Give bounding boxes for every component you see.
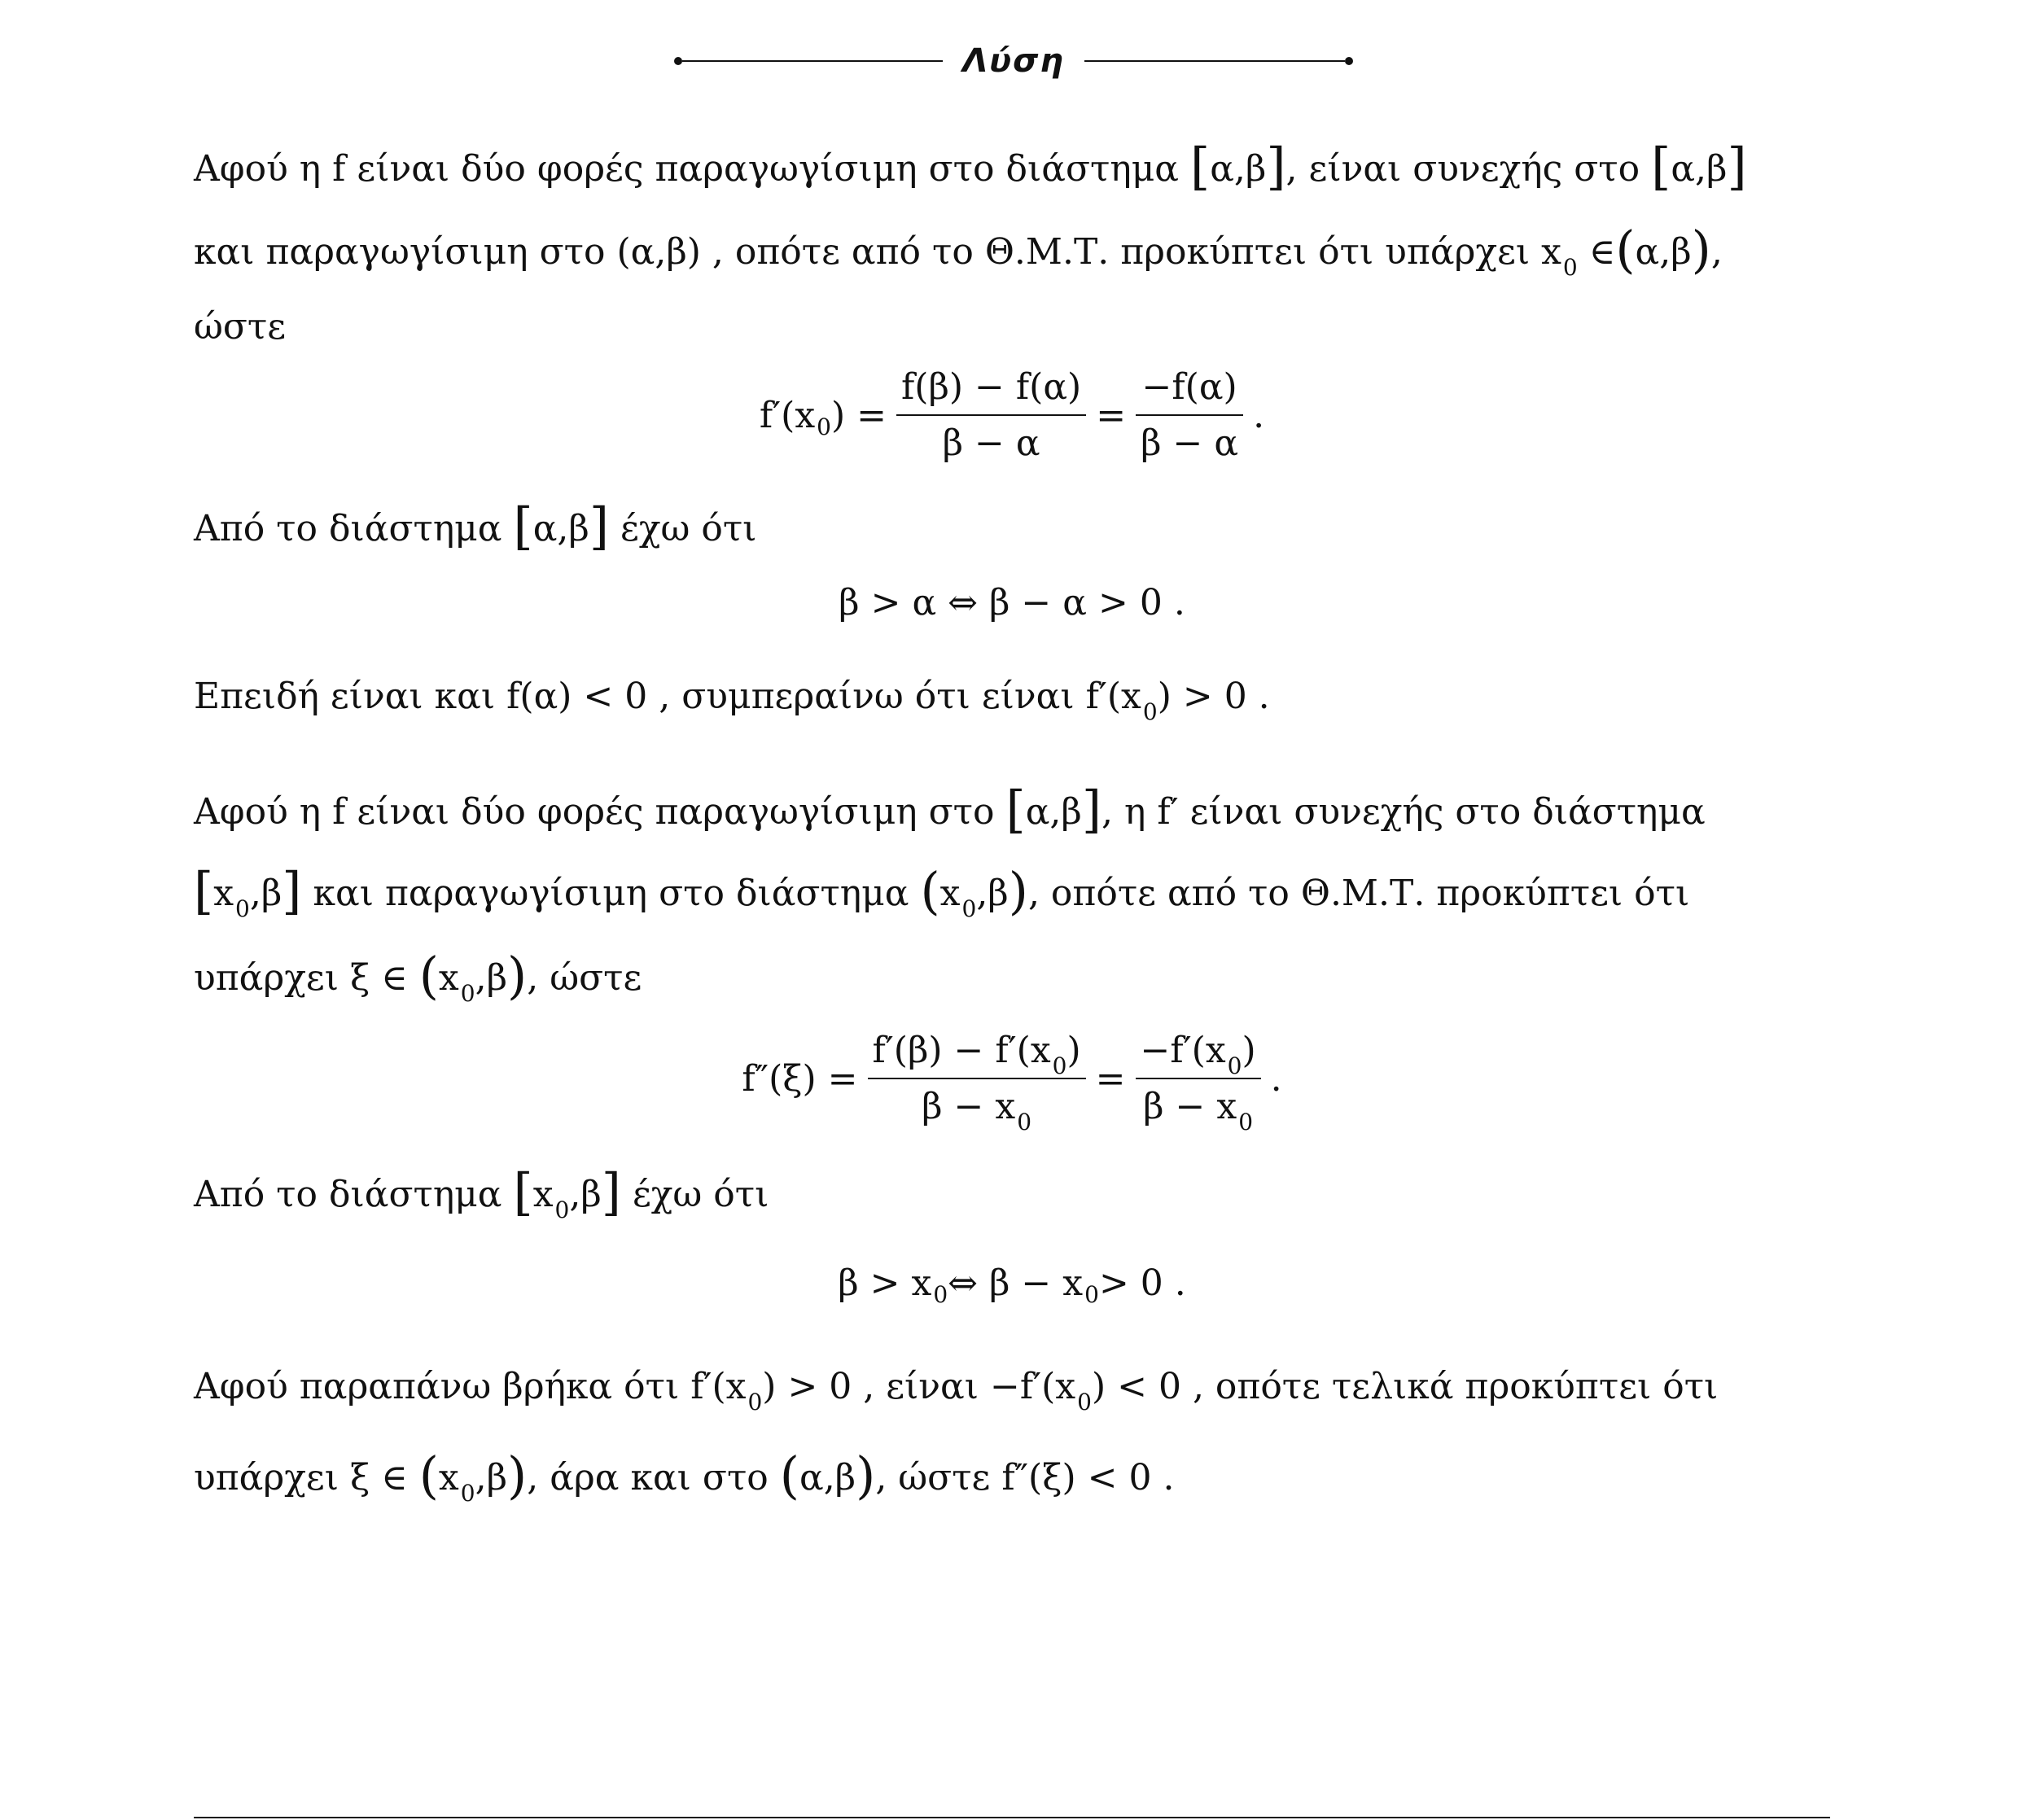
paragraph-2-line-2: $[x_0,\beta]$ και παραγωγίσιμη στο διάστημα $(x_0,\beta)$, οπότε από το Θ.Μ.Τ. προκύπτει ότι	[194, 861, 1690, 922]
fraction-4: $\frac{-f'(x_0)}{\beta - x_0}$	[1136, 1030, 1261, 1127]
paragraph-3-line-1: Αφού παραπάνω βρήκα ότι $f'(x_0) > 0$ , $\varepsilon ί\nu\alpha\iota -f'(x_0) < 0$ , οπότε τελικά προκύπτει ότι	[194, 1366, 1719, 1415]
header-title: Λύση	[962, 42, 1065, 80]
paragraph-1-line-3: ώστε	[194, 306, 287, 348]
header-rule-right	[1084, 57, 1353, 65]
paragraph-2-line-1: Αφού η f είναι δύο φορές παραγωγίσιμη στο [α,β], η f′ είναι συνεχής στο διάστημα	[194, 780, 1706, 839]
conclusion-line-1: Επειδή είναι και f(α) < 0 , συμπεραίνω ότι είναι $f'(x_0) > 0$ .	[194, 676, 1270, 725]
interval-line-2: Από το διάστημα $[x_0,\beta]$ έχω ότι	[194, 1162, 769, 1223]
interval-line-1: Από το διάστημα [α,β] έχω ότι	[194, 497, 757, 556]
fraction-1: $\frac{f(\beta) - f(\alpha)}{\beta - \alpha}$	[896, 366, 1086, 464]
section-header	[676, 33, 1351, 90]
equation-2: β > α ⇔ β − α > 0 .	[839, 581, 1185, 623]
paragraph-1-line-2: και παραγωγίσιμη στο (α,β) , οπότε από το Θ.Μ.Τ. προκύπτει ότι υπάρχει $x_0$ ∈(α,β),	[194, 220, 1723, 281]
paragraph-1-line-1: Αφού η f είναι δύο φορές παραγωγίσιμη στο διάστημα [α,β], είναι συνεχής στο [α,β]	[194, 137, 1747, 196]
footer-rule	[194, 1817, 1830, 1818]
equation-4: β > x 0 ⇔ β − x 0 > 0 .	[838, 1262, 1186, 1308]
paragraph-2-line-3: υπάρχει ξ ∈ $(x_0,\beta)$, ώστε	[194, 946, 642, 1007]
paragraph-3-line-2: υπάρχει ξ ∈ $(x_0,\beta)$, άρα και στο (α,β), ώστε f″(ξ) < 0 .	[194, 1446, 1175, 1507]
fraction-3: $\frac{f'(\beta) - f'(x_0)}{\beta - x_0}$	[868, 1030, 1086, 1127]
fraction-2: $\frac{-f(\alpha)}{\beta - \alpha}$	[1136, 366, 1243, 464]
equation-3: f″(ξ) = $\frac{f'(\beta) - f'(x_0)}{\beta - x_0}$ = $\frac{-f'(x_0)}{\beta - x_0}$ .	[742, 1030, 1282, 1135]
header-rule-left	[674, 57, 943, 65]
equation-1: f′(x 0 ) = $\frac{f(\beta) - f(\alpha)}{\beta - \alpha}$ = $\frac{-f(\alpha)}{\beta - \alpha}$ .	[759, 366, 1265, 464]
